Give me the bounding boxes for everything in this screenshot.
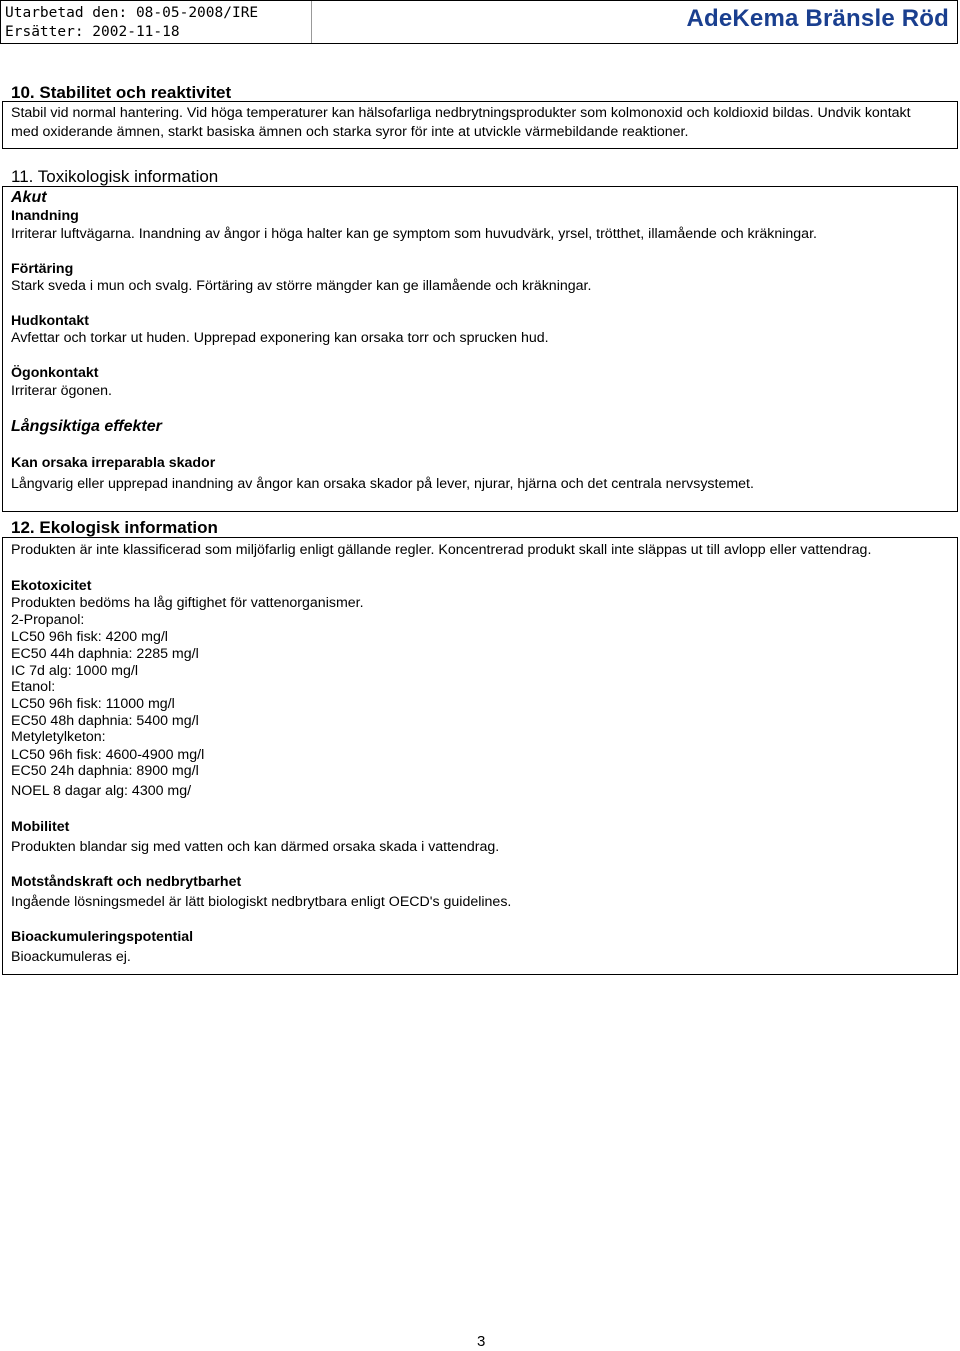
header-divider [311, 1, 312, 43]
inandning-heading: Inandning [11, 208, 79, 224]
section-12-intro: Produkten är inte klassificerad som miljöfarlig enligt gällande regler. Koncentrerad produkt skall inte släppas ut till avlopp eller vattendrag. [11, 542, 872, 558]
eko-line: 2-Propanol: [11, 612, 85, 628]
eko-line: IC 7d alg: 1000 mg/l [11, 663, 138, 679]
eko-line: Metyletylketon: [11, 729, 106, 745]
langsiktiga-heading: Långsiktiga effekter [11, 418, 162, 435]
mobilitet-text: Produkten blandar sig med vatten och kan därmed orsaka skada i vattendrag. [11, 839, 500, 855]
ekotoxicitet-heading: Ekotoxicitet [11, 578, 92, 594]
section-10-title: 10. Stabilitet och reaktivitet [11, 83, 232, 102]
eko-line: EC50 48h daphnia: 5400 mg/l [11, 713, 199, 729]
document-header [0, 0, 958, 44]
akut-heading: Akut [11, 189, 47, 206]
hudkontakt-text: Avfettar och torkar ut huden. Upprepad exponering kan orsaka torr och sprucken hud. [11, 330, 549, 346]
eko-line: Etanol: [11, 679, 56, 695]
eko-line: LC50 96h fisk: 4600-4900 mg/l [11, 747, 205, 763]
bioackumulering-heading: Bioackumuleringspotential [11, 929, 194, 945]
section-10-line-1: Stabil vid normal hantering. Vid höga temperaturer kan hälsofarliga nedbrytningsprodukter som kolmonoxid och koldioxid bildas. Undvik kontakt [11, 105, 911, 121]
nedbrytbarhet-heading: Motståndskraft och nedbrytbarhet [11, 874, 242, 890]
header-meta [5, 4, 258, 42]
eko-line: LC50 96h fisk: 11000 mg/l [11, 696, 175, 712]
ogonkontakt-heading: Ögonkontakt [11, 365, 99, 381]
fortaring-text: Stark sveda i mun och svalg. Förtäring av större mängder kan ge illamående och kräkningar. [11, 278, 592, 294]
eko-line: EC50 24h daphnia: 8900 mg/l [11, 763, 199, 779]
nedbrytbarhet-text: Ingående lösningsmedel är lätt biologiskt nedbrytbara enligt OECD's guidelines. [11, 894, 512, 910]
inandning-text: Irriterar luftvägarna. Inandning av ångor i höga halter kan ge symptom som huvudvärk, yrsel, trötthet, illamående och kräkningar. [11, 226, 817, 242]
irreparabla-heading: Kan orsaka irreparabla skador [11, 455, 216, 471]
ogonkontakt-text: Irriterar ögonen. [11, 383, 112, 399]
eko-line: Produkten bedöms ha låg giftighet för vattenorganismer. [11, 595, 364, 611]
bioackumulering-text: Bioackumuleras ej. [11, 949, 131, 965]
hudkontakt-heading: Hudkontakt [11, 313, 90, 329]
fortaring-heading: Förtäring [11, 261, 74, 277]
replaces-date: Ersätter: 2002-11-18 [5, 24, 180, 40]
eko-line: LC50 96h fisk: 4200 mg/l [11, 629, 168, 645]
eko-line: EC50 44h daphnia: 2285 mg/l [11, 646, 199, 662]
prepared-date: Utarbetad den: 08-05-2008/IRE [5, 5, 259, 21]
eko-line: NOEL 8 dagar alg: 4300 mg/ [11, 783, 192, 799]
irreparabla-text: Långvarig eller upprepad inandning av ångor kan orsaka skador på lever, njurar, hjärna och det centrala nervsystemet. [11, 476, 754, 492]
section-10-line-2: med oxiderande ämnen, starkt basiska ämnen och starka syror för inte at utvickle värmebildande reaktioner. [11, 124, 689, 140]
page-number: 3 [477, 1333, 486, 1350]
product-name: AdeKema Bränsle Röd [686, 5, 949, 32]
mobilitet-heading: Mobilitet [11, 819, 70, 835]
section-11-title: 11. Toxikologisk information [11, 167, 219, 186]
section-12-title: 12. Ekologisk information [11, 518, 218, 537]
